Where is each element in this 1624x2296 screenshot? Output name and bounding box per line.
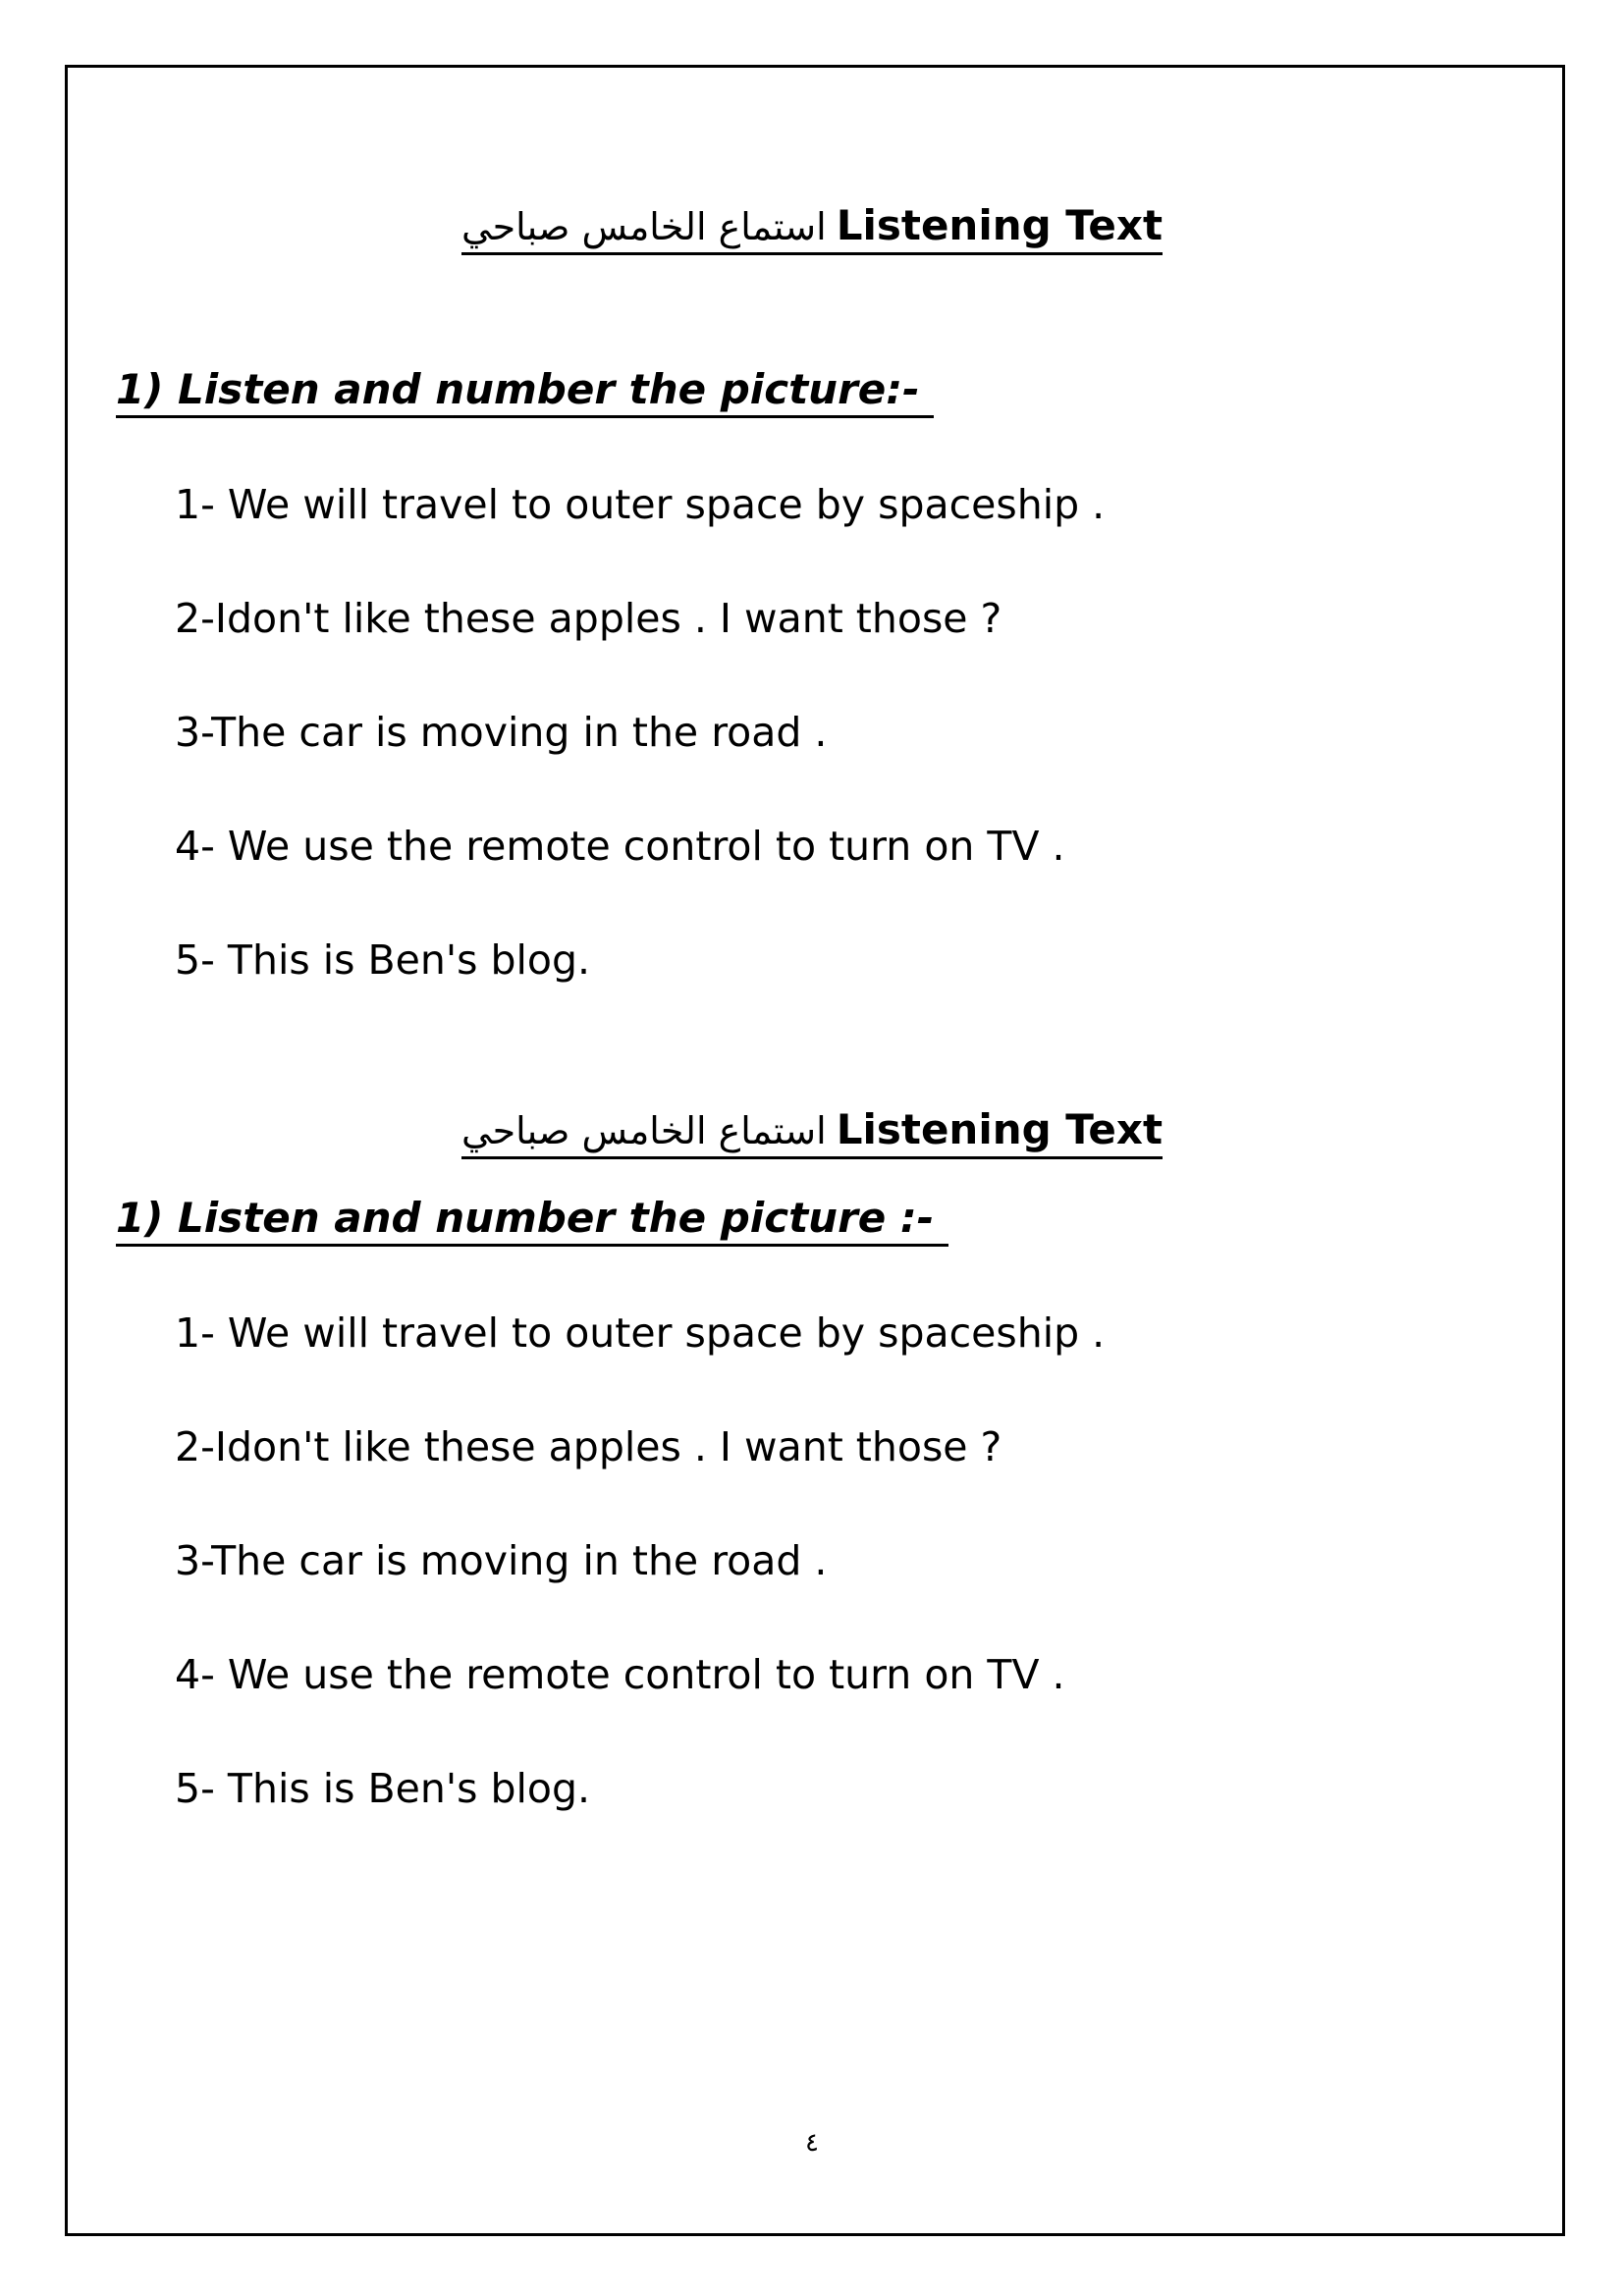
section-1-item-4: 4- We use the remote control to turn on TV . [175, 823, 1065, 870]
section-2-heading-line [461, 1105, 1163, 1159]
section-1-heading-line [461, 201, 1163, 255]
section-1-heading-arabic: استماع الخامس صباحي [460, 205, 827, 248]
page-number: ٤ [805, 2128, 819, 2158]
section-2-item-4: 4- We use the remote control to turn on TV . [175, 1651, 1065, 1698]
section-2-title: 1) Listen and number the picture :- [116, 1194, 948, 1247]
section-1-item-5: 5- This is Ben's blog. [175, 936, 591, 984]
section-2-heading-latin: Listening Text [836, 1105, 1164, 1153]
section-2-heading [0, 1105, 1624, 1159]
section-2-item-3: 3-The car is moving in the road . [175, 1537, 828, 1584]
section-1-item-1: 1- We will travel to outer space by spaceship . [175, 481, 1106, 528]
section-2-item-5: 5- This is Ben's blog. [175, 1765, 591, 1812]
section-1-heading [0, 201, 1624, 255]
section-2-heading-arabic: استماع الخامس صباحي [460, 1109, 827, 1152]
section-1-item-3: 3-The car is moving in the road . [175, 709, 828, 756]
section-2-item-1: 1- We will travel to outer space by spaceship . [175, 1309, 1106, 1357]
section-1-heading-latin: Listening Text [836, 201, 1164, 249]
section-1-title: 1) Listen and number the picture:- [116, 365, 934, 418]
section-1-item-2: 2-Idon't like these apples . I want those ? [175, 595, 1002, 642]
section-2-item-2: 2-Idon't like these apples . I want those ? [175, 1423, 1002, 1470]
